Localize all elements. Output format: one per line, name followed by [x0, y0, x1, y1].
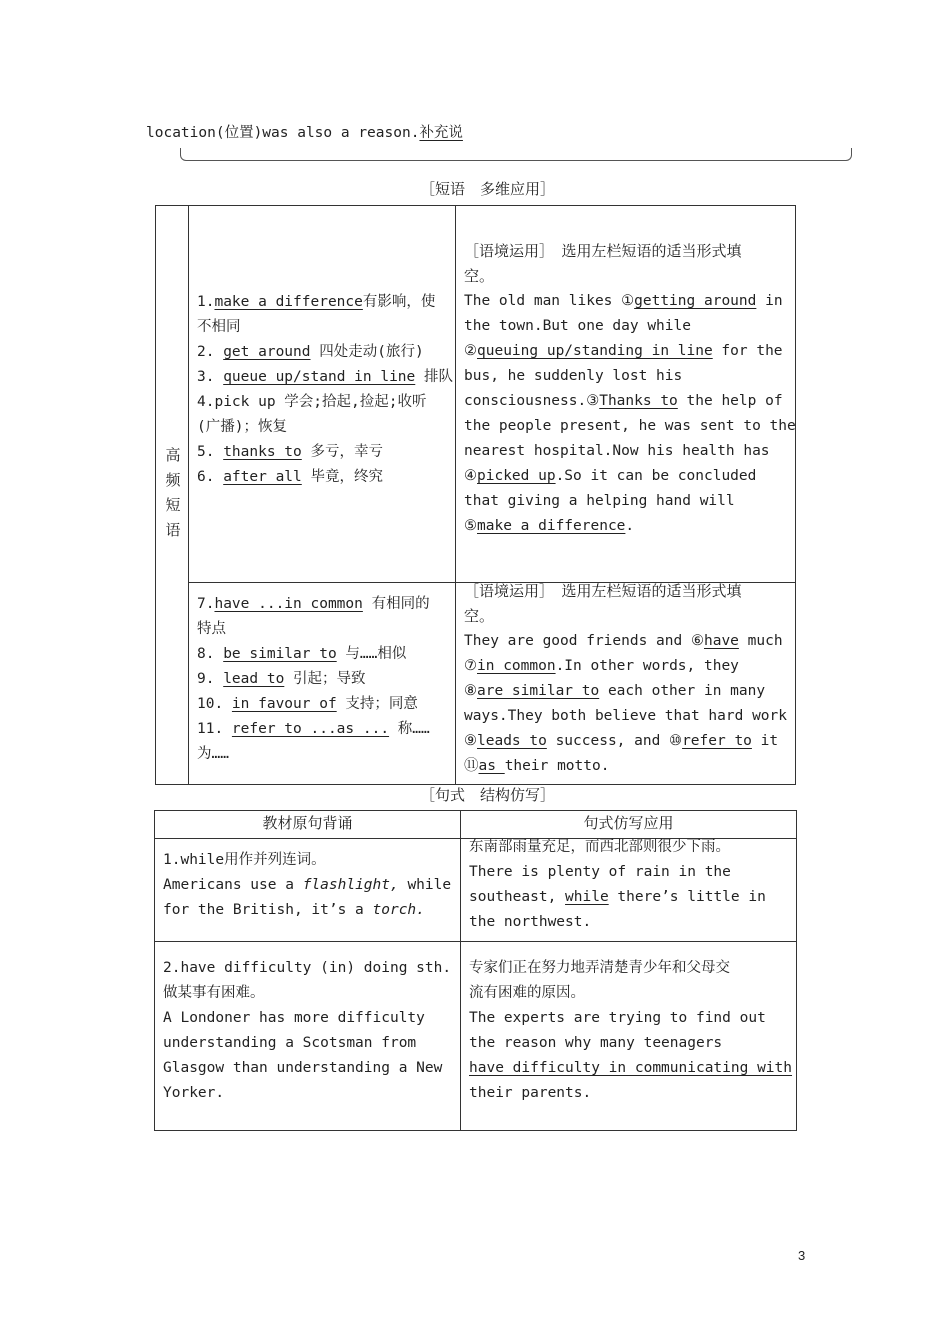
text-segment: their motto.: [504, 758, 610, 774]
text-segment: The experts are trying to find out: [469, 1010, 766, 1026]
text-segment: the northwest.: [469, 914, 592, 930]
text-segment: the help of: [677, 393, 783, 409]
high-freq-char: 频: [165, 471, 181, 489]
phrase-number: 3.: [197, 369, 224, 385]
text-segment: southeast,: [469, 889, 566, 905]
text-line: [464, 514, 796, 539]
text-line: [469, 1056, 792, 1081]
answer-blank: are similar to: [477, 683, 600, 699]
phrase-meaning: 支持；同意: [336, 696, 418, 712]
answer-blank: picked up: [477, 468, 556, 484]
text-line: [464, 704, 787, 729]
text-line: [469, 860, 766, 885]
text-segment: ④: [464, 468, 477, 484]
top-text: [146, 121, 463, 146]
text-segment: for the British, it’s a: [163, 902, 373, 918]
row2-right-text: [469, 956, 792, 1106]
phrase-meaning: 毕竟，终究: [301, 469, 384, 485]
text-line: [163, 873, 451, 898]
high-freq-char: 语: [165, 521, 181, 539]
phrase-line: [197, 290, 453, 315]
phrase-line: [197, 717, 430, 742]
text-line: [464, 439, 796, 464]
instruction-line: ［语境运用］ 选用左栏短语的适当形式填: [464, 582, 742, 600]
phrase-meaning: 有影响，使: [362, 294, 436, 310]
phrase-line: [197, 692, 430, 717]
answer-blank: leads to: [477, 733, 547, 749]
text-line: [464, 414, 796, 439]
phrase-answer: lead to: [223, 671, 285, 687]
answer-blank: make a difference: [477, 518, 626, 534]
text-segment: Yorker.: [163, 1085, 225, 1101]
text-line: [464, 339, 796, 364]
answer-blank: refer to: [682, 733, 752, 749]
text-segment: it: [751, 733, 779, 749]
text-line: [163, 898, 451, 923]
text-segment: 流有困难的原因。: [469, 985, 585, 1001]
text-segment: ⑪: [464, 758, 479, 774]
text-line: [464, 754, 787, 779]
phrase-meaning: 与……相似: [336, 646, 407, 662]
sentence-row2-right: [461, 942, 797, 1131]
row2-left-text: [163, 956, 451, 1106]
text-line: [163, 1006, 451, 1031]
answer-blank: in common: [477, 658, 556, 674]
col-right-title: 句式仿写应用: [583, 814, 674, 832]
phrase-line: [197, 642, 430, 667]
text-line: [163, 956, 451, 981]
phrase-meaning: 特点: [197, 621, 226, 637]
text-segment: torch.: [372, 902, 425, 918]
text-line: [469, 981, 792, 1006]
text-segment: .In other words, they: [555, 658, 739, 674]
text-segment: their parents.: [469, 1085, 592, 1101]
text-line: [469, 885, 766, 910]
phrases-group2: [197, 592, 430, 767]
phrase-number: 2.: [197, 344, 224, 360]
text-segment: in: [756, 293, 783, 309]
text-line: [163, 1031, 451, 1056]
text-segment: much: [738, 633, 783, 649]
text-segment: There is plenty of rain in the: [469, 864, 731, 880]
text-line: [464, 364, 796, 389]
text-segment: for the: [712, 343, 783, 359]
context2-text: [464, 579, 787, 779]
text-line: [464, 654, 787, 679]
phrase-number: 11.: [197, 721, 232, 737]
text-line: [464, 289, 796, 314]
sentence-row1-right: [461, 839, 797, 942]
sentence-table: [154, 810, 797, 1131]
sentence-row1-left: [155, 839, 461, 942]
instruction-line: ［语境运用］ 选用左栏短语的适当形式填: [464, 242, 742, 260]
text-segment: ⑤: [464, 518, 477, 534]
top-text-body: location(位置)was also a reason.: [146, 125, 420, 141]
text-segment: ⑧: [464, 683, 477, 699]
high-freq-label: [163, 443, 183, 543]
phrase-meaning: 不相同: [197, 319, 241, 335]
phrase-line: [197, 315, 453, 340]
text-segment: ⑨: [464, 733, 477, 749]
top-text-note: 补充说: [419, 125, 463, 141]
phrase-number: 5.: [197, 444, 224, 460]
phrase-table: [155, 205, 796, 785]
text-line: [464, 489, 796, 514]
text-line: [163, 1081, 451, 1106]
text-segment: each other in many: [599, 683, 766, 699]
text-line: [469, 835, 766, 860]
phrase-meaning: 有相同的: [362, 596, 430, 612]
answer-blank: getting around: [634, 293, 757, 309]
phrase-line: [197, 415, 453, 440]
phrase-number: 8.: [197, 646, 224, 662]
text-segment: A Londoner has more difficulty: [163, 1010, 425, 1026]
text-segment: ②: [464, 343, 477, 359]
text-segment: while: [398, 877, 452, 893]
phrase-meaning: 四处走动(旅行): [310, 344, 424, 360]
sentence-table-header-left: [155, 811, 461, 839]
high-freq-label-cell: [156, 206, 189, 785]
text-segment: success, and ⑩: [546, 733, 683, 749]
text-segment: Glasgow than understanding a New: [163, 1060, 443, 1076]
phrase-meaning: 称……: [389, 721, 430, 737]
phrase-number: 1.: [197, 294, 215, 310]
text-segment: 1.while用作并列连词。: [163, 852, 326, 868]
text-line: [469, 1031, 792, 1056]
phrase-line: [197, 667, 430, 692]
phrase-answer: after all: [223, 469, 302, 485]
phrase-number: 10.: [197, 696, 232, 712]
text-segment: 2.have difficulty (in) doing sth.: [163, 960, 452, 976]
phrases-section-header: ［短语 多维应用］: [420, 180, 556, 198]
answer-blank: have difficulty in communicating with: [469, 1060, 793, 1076]
text-line: [163, 981, 451, 1006]
row1-left-text: [163, 848, 451, 923]
phrase-line: [197, 440, 453, 465]
phrase-answer: be similar to: [223, 646, 337, 662]
page-number: 3: [798, 1248, 806, 1263]
text-segment: the town.But one day while: [464, 318, 691, 334]
text-segment: understanding a Scotsman from: [163, 1035, 417, 1051]
phrase-answer: refer to ...as ...: [231, 721, 390, 737]
text-line: [469, 1006, 792, 1031]
text-segment: ⑦: [464, 658, 477, 674]
text-segment: .So it can be concluded: [555, 468, 757, 484]
text-line: [464, 314, 796, 339]
phrase-answer: get around: [223, 344, 311, 360]
phrase-line: [197, 617, 430, 642]
phrase-number: 7.: [197, 596, 215, 612]
sentence-row2-left: [155, 942, 461, 1131]
phrase-line: [197, 592, 430, 617]
instruction-line: 空。: [464, 607, 495, 625]
phrase-meaning: 为……: [197, 746, 229, 762]
answer-blank: as: [478, 758, 505, 774]
text-segment: The old man likes ①: [464, 293, 635, 309]
col-left-title: 教材原句背诵: [262, 814, 353, 832]
phrase-meaning: 多亏，幸亏: [301, 444, 384, 460]
text-segment: ways.They both believe that hard work: [464, 708, 788, 724]
phrase-answer: queue up/stand in line: [223, 369, 416, 385]
phrase-meaning: 排队: [415, 369, 453, 385]
text-segment: the people present, he was sent to the: [464, 418, 796, 434]
row1-right-text: [469, 835, 766, 935]
text-segment: 做某事有困难。: [163, 985, 265, 1001]
text-segment: 专家们正在努力地弄清楚青少年和父母交: [469, 960, 730, 976]
instruction-line: 空。: [464, 267, 495, 285]
phrases-group1-cell: [189, 206, 456, 583]
text-line: [464, 679, 787, 704]
text-segment: They are good friends and ⑥: [464, 633, 704, 649]
phrase-line: [197, 365, 453, 390]
phrase-meaning: pick up 学会;拾起,捡起;收听: [214, 394, 427, 410]
text-segment: nearest hospital.Now his health has: [464, 443, 770, 459]
answer-blank: while: [565, 889, 609, 905]
text-segment: bus, he suddenly lost his: [464, 368, 683, 384]
text-line: [464, 389, 796, 414]
phrase-line: [197, 465, 453, 490]
phrase-line: [197, 340, 453, 365]
text-line: [469, 1081, 792, 1106]
text-segment: that giving a helping hand will: [464, 493, 735, 509]
phrases-group2-cell: [189, 583, 456, 785]
text-line: [464, 629, 787, 654]
answer-blank: Thanks to: [599, 393, 678, 409]
high-freq-char: 高: [165, 446, 181, 464]
sentences-section-header: ［句式 结构仿写］: [420, 786, 556, 804]
text-line: [464, 464, 796, 489]
phrase-number: 9.: [197, 671, 224, 687]
text-line: [469, 910, 766, 935]
phrase-number: 4.: [197, 394, 215, 410]
text-segment: 东南部雨量充足，而西北部则很少下雨。: [469, 839, 730, 855]
text-line: [163, 848, 451, 873]
phrase-line: [197, 390, 453, 415]
phrase-number: 6.: [197, 469, 224, 485]
phrase-answer: make a difference: [214, 294, 363, 310]
high-freq-char: 短: [165, 496, 181, 514]
text-line: [469, 956, 792, 981]
phrase-meaning: 引起；导致: [284, 671, 366, 687]
text-line: [464, 729, 787, 754]
phrase-answer: in favour of: [231, 696, 337, 712]
text-segment: Americans use a: [163, 877, 303, 893]
answer-blank: have: [703, 633, 739, 649]
text-segment: there’s little in: [608, 889, 766, 905]
text-segment: .: [625, 518, 635, 534]
answer-blank: queuing up/standing in line: [477, 343, 713, 359]
phrase-meaning: (广播)；恢复: [197, 419, 287, 435]
phrase-answer: thanks to: [223, 444, 302, 460]
phrases-group1: [197, 290, 453, 490]
text-segment: flashlight,: [302, 877, 399, 893]
text-segment: the reason why many teenagers: [469, 1035, 723, 1051]
context2-cell: [456, 583, 796, 785]
text-line: [163, 1056, 451, 1081]
phrase-line: [197, 742, 430, 767]
text-segment: consciousness.③: [464, 393, 600, 409]
bracket-line: [180, 148, 852, 161]
context1-cell: [456, 206, 796, 583]
phrase-answer: have ...in common: [214, 596, 363, 612]
context1-text: [464, 239, 796, 539]
